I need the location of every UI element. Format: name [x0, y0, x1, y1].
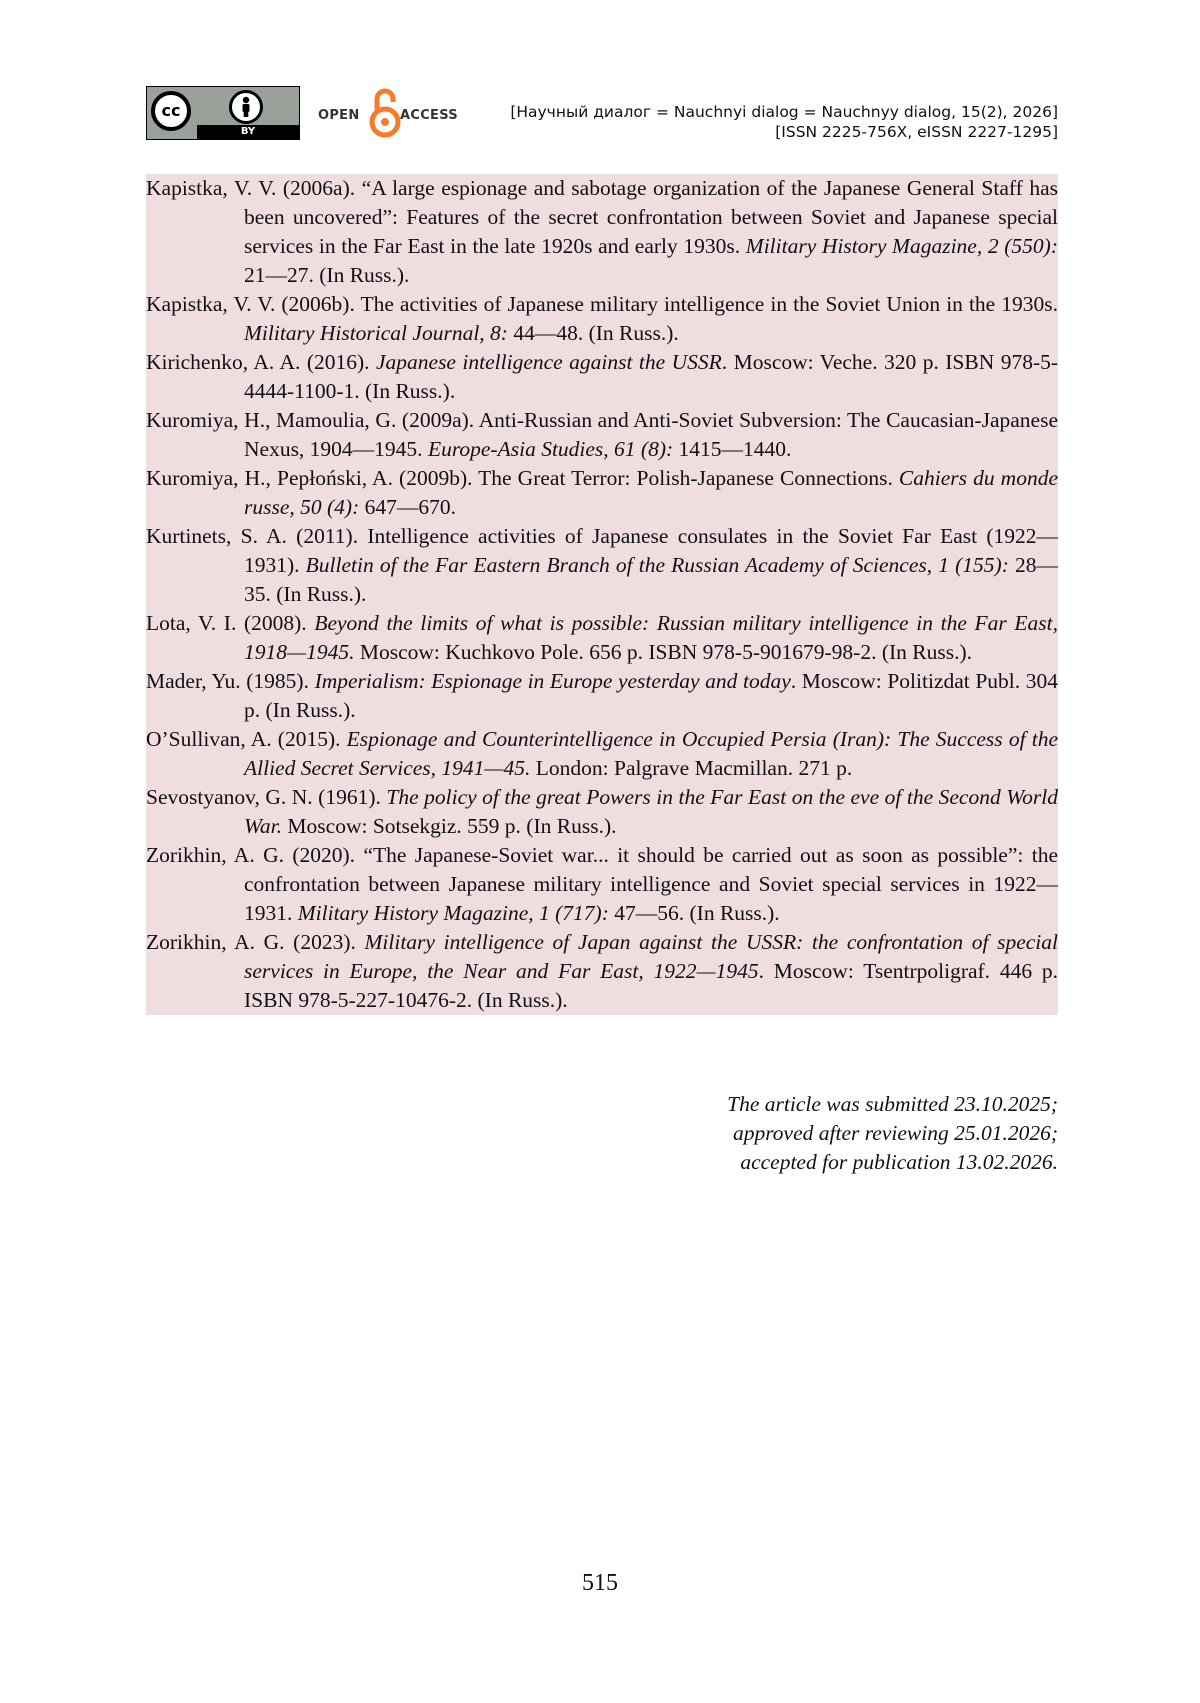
reference-item: Kapistka, V. V. (2006a). “A large espionage and sabotage organization of the Japanese General Staff has been uncovered”: Features of the secret confrontation between Soviet and Japanese special services in the Far East in the late 1920s and early 1930s. Military History Magazine, 2 (550): 21—27. (In Russ.).	[146, 176, 1058, 287]
by-label: BY	[197, 125, 299, 139]
open-access-logo	[318, 86, 468, 142]
cc-by-license-badge[interactable]	[146, 86, 300, 140]
creative-commons-icon: cc	[151, 91, 191, 131]
open-lock-icon	[368, 86, 402, 142]
reference-item: Zorikhin, A. G. (2020). “The Japanese-Soviet war... it should be carried out as soon as possible”: the confrontation between Japanese military intelligence and Soviet special services in 1922—1931. Military History Magazine, 1 (717): 47—56. (In Russ.).	[146, 843, 1058, 925]
open-access-access-text: ACCESS	[400, 108, 458, 123]
page-header	[146, 86, 1058, 142]
journal-name-line: [Научный диалог = Nauchnyi dialog = Nauchnyy dialog, 15(2), 2026]	[510, 103, 1058, 121]
reference-item: Kurtinets, S. A. (2011). Intelligence activities of Japanese consulates in the Soviet Far East (1922—1931). Bulletin of the Far Eastern Branch of the Russian Academy of Sciences, 1 (155): 28—35. (In Russ.).	[146, 524, 1059, 606]
reference-item: Zorikhin, A. G. (2023). Military intelligence of Japan against the USSR: the confrontation of special services in Europe, the Near and Far East, 1922—1945. Moscow: Tsentrpoligraf. 446 p. ISBN 978-5-227-10476-2. (In Russ.).	[146, 930, 1058, 1012]
page-number: 515	[582, 1570, 618, 1596]
reference-item: O’Sullivan, A. (2015). Espionage and Counterintelligence in Occupied Persia (Iran): The Success of the Allied Secret Services, 1941—45. London: Palgrave Macmillan. 271 p.	[146, 727, 1058, 780]
reference-item: Mader, Yu. (1985). Imperialism: Espionage in Europe yesterday and today. Moscow: Politizdat Publ. 304 p. (In Russ.).	[146, 669, 1058, 722]
reference-item: Kuromiya, H., Mamoulia, G. (2009a). Anti-Russian and Anti-Soviet Subversion: The Caucasian-Japanese Nexus, 1904—1945. Europe-Asia Studies, 61 (8): 1415—1440.	[146, 408, 1058, 461]
reference-item: Kirichenko, A. A. (2016). Japanese intelligence against the USSR. Moscow: Veche. 320 p. ISBN 978-5-4444-1100-1. (In Russ.).	[146, 350, 1059, 403]
reference-item: Sevostyanov, G. N. (1961). The policy of the great Powers in the Far East on the eve of the Second World War. Moscow: Sotsekgiz. 559 p. (In Russ.).	[146, 785, 1058, 838]
submission-dates	[727, 1090, 1058, 1177]
reference-list	[146, 174, 1058, 1015]
reference-item: Kapistka, V. V. (2006b). The activities of Japanese military intelligence in the Soviet Union in the 1930s. Military Historical Journal, 8: 44—48. (In Russ.).	[146, 292, 1058, 345]
attribution-person-icon	[229, 90, 263, 124]
journal-citation	[510, 102, 1058, 142]
reference-item: Kuromiya, H., Pepłoński, A. (2009b). The Great Terror: Polish-Japanese Connections. Cahiers du monde russe, 50 (4): 647—670.	[146, 466, 1058, 519]
accepted-date: accepted for publication 13.02.2026.	[740, 1150, 1058, 1174]
submitted-date: The article was submitted 23.10.2025;	[727, 1092, 1058, 1116]
approved-date: approved after reviewing 25.01.2026;	[732, 1121, 1058, 1145]
reference-item: Lota, V. I. (2008). Beyond the limits of what is possible: Russian military intelligence in the Far East, 1918—1945. Moscow: Kuchkovo Pole. 656 p. ISBN 978-5-901679-98-2. (In Russ.).	[146, 611, 1059, 664]
open-access-open-text: OPEN	[318, 108, 360, 123]
journal-issn-line: [ISSN 2225-756X, eISSN 2227-1295]	[775, 123, 1058, 141]
